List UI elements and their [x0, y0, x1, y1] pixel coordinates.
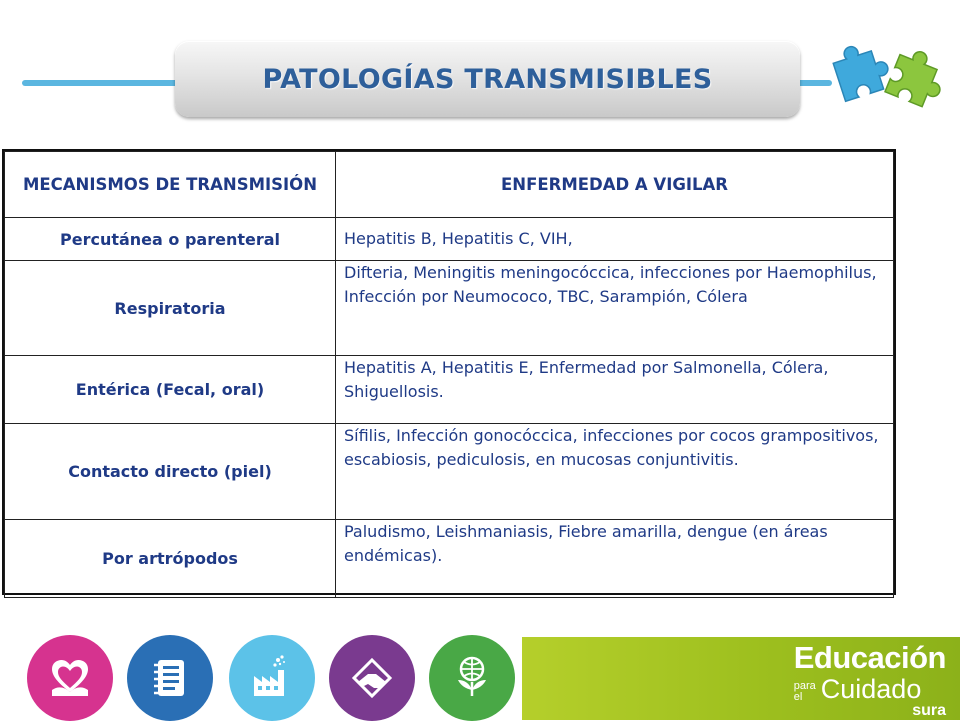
- column-header-disease: ENFERMEDAD A VIGILAR: [336, 152, 894, 218]
- factory-icon: [246, 652, 298, 704]
- care-circle-factory: [229, 635, 315, 721]
- globe-plant-icon: [446, 652, 498, 704]
- brand-small-el: el: [793, 691, 803, 703]
- brand-logo-panel: [522, 637, 960, 720]
- mechanism-cell: Entérica (Fecal, oral): [5, 356, 336, 424]
- table-row: [5, 356, 894, 424]
- care-circle-handshake: [329, 635, 415, 721]
- heart-hands-icon: [44, 652, 96, 704]
- brand-subtitle: Cuidado: [820, 674, 922, 704]
- sura-logo: sura: [912, 702, 946, 719]
- transmission-table: [2, 149, 896, 595]
- brand-title: Educación: [793, 640, 946, 675]
- title-banner: [175, 41, 800, 117]
- brand-small-para: para: [793, 680, 816, 692]
- handshake-icon: [346, 652, 398, 704]
- column-header-mechanism: MECANISMOS DE TRANSMISIÓN: [5, 152, 336, 218]
- disease-cell: Paludismo, Leishmaniasis, Fiebre amarilla, dengue (en áreas endémicas).: [336, 520, 894, 598]
- mechanism-cell: Contacto directo (piel): [5, 424, 336, 520]
- care-circle-heart: [27, 635, 113, 721]
- disease-cell: Hepatitis B, Hepatitis C, VIH,: [336, 218, 894, 261]
- table-row: [5, 218, 894, 261]
- mechanism-cell: Respiratoria: [5, 261, 336, 356]
- table-row: [5, 424, 894, 520]
- disease-cell: Hepatitis A, Hepatitis E, Enfermedad por Salmonella, Cólera, Shiguellosis.: [336, 356, 894, 424]
- mechanism-cell: Por artrópodos: [5, 520, 336, 598]
- notebook-icon: [144, 652, 196, 704]
- disease-cell: Sífilis, Infección gonocóccica, infecciones por cocos grampositivos, escabiosis, pediculosis, en mucosas conjuntivitis.: [336, 424, 894, 520]
- page-title: PATOLOGÍAS TRANSMISIBLES: [262, 63, 713, 95]
- table-header-row: [5, 152, 894, 218]
- care-circle-globe: [429, 635, 515, 721]
- disease-cell: Difteria, Meningitis meningocóccica, infecciones por Haemophilus, Infección por Neumococo, TBC, Sarampión, Cólera: [336, 261, 894, 356]
- mechanism-cell: Percutánea o parenteral: [5, 218, 336, 261]
- table-row: [5, 261, 894, 356]
- care-circle-notebook: [127, 635, 213, 721]
- table-row: [5, 520, 894, 598]
- brand-logo: [794, 641, 946, 719]
- puzzle-pieces-icon: [826, 40, 948, 120]
